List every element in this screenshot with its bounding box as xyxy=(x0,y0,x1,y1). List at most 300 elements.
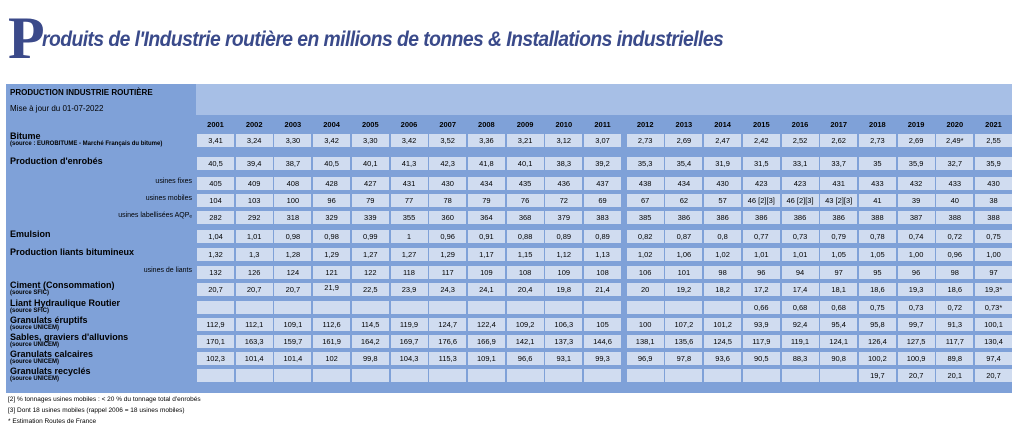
table-cell: 99,3 xyxy=(584,352,621,365)
table-cell: 1,01 xyxy=(743,248,780,261)
table-cell: 20,7 xyxy=(197,283,234,296)
table-cell: 1,17 xyxy=(468,248,505,261)
table-cell: 62 xyxy=(665,194,702,207)
table-cell: 109 xyxy=(468,266,505,279)
table-cell xyxy=(274,301,311,314)
table-cell xyxy=(627,369,664,382)
table-cell: 122,4 xyxy=(468,318,505,331)
table-cell: 24,3 xyxy=(429,283,466,296)
table-cell: 0,98 xyxy=(313,230,350,243)
table-cell: 20,4 xyxy=(507,283,544,296)
table-cell: 170,1 xyxy=(197,335,234,348)
table-cell: 1,13 xyxy=(584,248,621,261)
table-cell: 35,3 xyxy=(627,157,664,170)
year-header: 2017 xyxy=(830,120,848,129)
table-cell: 97,4 xyxy=(975,352,1012,365)
table-cell: 20,7 xyxy=(236,283,273,296)
year-header: 2018 xyxy=(869,120,886,129)
table-cell: 3,30 xyxy=(352,134,389,147)
table-cell: 19,8 xyxy=(545,283,582,296)
table-cell: 18,1 xyxy=(820,283,857,296)
row-label xyxy=(10,229,51,239)
table-cell: 436 xyxy=(545,177,582,190)
row-label xyxy=(66,195,192,202)
table-cell: 31,5 xyxy=(743,157,780,170)
table-cell: 38 xyxy=(975,194,1012,207)
table-cell: 3,42 xyxy=(391,134,428,147)
year-header: 2001 xyxy=(207,120,224,129)
table-cell xyxy=(352,369,389,382)
table-cell: 0,87 xyxy=(665,230,702,243)
year-header: 2012 xyxy=(636,120,654,129)
table-cell: 1,00 xyxy=(975,248,1012,261)
table-cell xyxy=(782,369,819,382)
table-cell: 438 xyxy=(627,177,664,190)
row-label xyxy=(66,267,192,274)
table-cell: 103 xyxy=(236,194,273,207)
table-cell: 126 xyxy=(236,266,273,279)
table-cell: 124 xyxy=(274,266,311,279)
table-cell: 0,96 xyxy=(429,230,466,243)
table-cell: 0,75 xyxy=(859,301,896,314)
table-cell: 0,68 xyxy=(820,301,857,314)
table-cell: 166,9 xyxy=(468,335,505,348)
table-cell xyxy=(743,369,780,382)
table-cell: 379 xyxy=(545,211,582,224)
title-text: roduits de l'Industrie routière en millions de tonnes & Installations industrielles xyxy=(42,28,724,51)
table-cell: 2,47 xyxy=(704,134,741,147)
table-cell: 144,6 xyxy=(584,335,621,348)
table-cell: 41,8 xyxy=(468,157,505,170)
table-cell: 0,75 xyxy=(975,230,1012,243)
table-cell: 124,7 xyxy=(429,318,466,331)
table-cell: 104 xyxy=(197,194,234,207)
table-cell xyxy=(665,369,702,382)
table-cell: 104,3 xyxy=(391,352,428,365)
row-label-text: Granulats recyclés xyxy=(10,366,91,376)
table-cell: 292 xyxy=(236,211,273,224)
table-cell: 106 xyxy=(627,266,664,279)
table-cell: 46 [2][3] xyxy=(782,194,819,207)
table-cell: 1 xyxy=(391,230,428,243)
table-cell: 434 xyxy=(468,177,505,190)
table-cell: 96,6 xyxy=(507,352,544,365)
table-cell: 408 xyxy=(274,177,311,190)
table-cell: 98 xyxy=(704,266,741,279)
table-cell: 115,3 xyxy=(429,352,466,365)
table-cell: 428 xyxy=(313,177,350,190)
table-cell xyxy=(545,369,582,382)
table-cell: 2,69 xyxy=(898,134,935,147)
table-cell xyxy=(820,369,857,382)
table-cell: 121 xyxy=(313,266,350,279)
year-header: 2009 xyxy=(516,120,534,129)
table-cell: 20,7 xyxy=(975,369,1012,382)
table-cell: 57 xyxy=(704,194,741,207)
row-label-text: Sables, graviers d'alluvions xyxy=(10,332,129,342)
year-header: 2020 xyxy=(946,120,964,129)
table-cell xyxy=(197,369,234,382)
footnotes xyxy=(8,394,201,427)
table-cell: 387 xyxy=(898,211,935,224)
table-cell: 386 xyxy=(665,211,702,224)
table-cell: 282 xyxy=(197,211,234,224)
table-cell: 318 xyxy=(274,211,311,224)
table-cell: 132 xyxy=(197,266,234,279)
table-cell: 100 xyxy=(274,194,311,207)
page-title xyxy=(6,5,1016,71)
table-cell: 101,4 xyxy=(236,352,273,365)
table-cell xyxy=(429,369,466,382)
row-label-text: usines fixes xyxy=(155,178,192,185)
table-cell: 386 xyxy=(782,211,819,224)
table-cell: 32,7 xyxy=(936,157,973,170)
table-cell: 17,4 xyxy=(782,283,819,296)
table-cell: 383 xyxy=(584,211,621,224)
table-cell: 93,6 xyxy=(704,352,741,365)
table-cell: 0,79 xyxy=(820,230,857,243)
table-cell: 114,5 xyxy=(352,318,389,331)
table-cell xyxy=(391,369,428,382)
table-cell: 2,52 xyxy=(782,134,819,147)
table-cell: 72 xyxy=(545,194,582,207)
table-cell: 112,9 xyxy=(197,318,234,331)
row-label xyxy=(10,280,115,297)
year-header: 2003 xyxy=(284,120,302,129)
table-cell: 67 xyxy=(627,194,664,207)
table-cell: 0,74 xyxy=(898,230,935,243)
row-label xyxy=(10,247,134,257)
table-cell xyxy=(197,301,234,314)
table-cell: 22,5 xyxy=(352,283,389,296)
table-cell: 433 xyxy=(859,177,896,190)
table-cell xyxy=(274,369,311,382)
table-cell: 0,78 xyxy=(859,230,896,243)
table-cell: 0,72 xyxy=(936,301,973,314)
table-cell: 40 xyxy=(936,194,973,207)
row-label xyxy=(66,212,192,219)
year-header: 2006 xyxy=(400,120,418,129)
table-cell: 1,01 xyxy=(782,248,819,261)
table-cell: 0,73* xyxy=(975,301,1012,314)
row-label xyxy=(10,366,91,383)
row-label-text: Emulsion xyxy=(10,229,51,239)
table-cell: 2,62 xyxy=(820,134,857,147)
table-cell: 96 xyxy=(898,266,935,279)
table-cell: 0,8 xyxy=(704,230,741,243)
table-cell: 33,7 xyxy=(820,157,857,170)
table-cell: 33,1 xyxy=(782,157,819,170)
table-cell: 124,1 xyxy=(820,335,857,348)
table-cell: 88,3 xyxy=(782,352,819,365)
table-cell: 101,4 xyxy=(274,352,311,365)
table-cell: 176,6 xyxy=(429,335,466,348)
table-cell: 31,9 xyxy=(704,157,741,170)
table-cell: 42,3 xyxy=(429,157,466,170)
table-cell: 109,1 xyxy=(468,352,505,365)
table-cell: 2,49* xyxy=(936,134,973,147)
year-header: 2004 xyxy=(323,120,340,129)
table-cell: 130,4 xyxy=(975,335,1012,348)
table-header-band xyxy=(196,84,1012,115)
table-cell: 109 xyxy=(545,266,582,279)
footnote-3: [3] Dont 18 usines mobiles (rappel 2006 = 18 usines mobiles) xyxy=(8,407,185,414)
table-cell: 0,98 xyxy=(274,230,311,243)
table-cell: 119,9 xyxy=(391,318,428,331)
table-cell: 126,4 xyxy=(859,335,896,348)
table-cell: 138,1 xyxy=(627,335,664,348)
table-cell xyxy=(468,369,505,382)
table-cell: 3,42 xyxy=(313,134,350,147)
table-cell: 93,9 xyxy=(743,318,780,331)
table-cell: 2,55 xyxy=(975,134,1012,147)
table-cell: 1,02 xyxy=(627,248,664,261)
table-cell: 19,7 xyxy=(859,369,896,382)
table-cell: 18,6 xyxy=(859,283,896,296)
table-cell: 18,2 xyxy=(704,283,741,296)
table-cell: 77 xyxy=(391,194,428,207)
table-cell: 368 xyxy=(507,211,544,224)
table-cell: 405 xyxy=(197,177,234,190)
table-cell: 19,3 xyxy=(898,283,935,296)
table-cell: 35,9 xyxy=(975,157,1012,170)
table-cell: 409 xyxy=(236,177,273,190)
table-cell: 360 xyxy=(429,211,466,224)
table-cell: 20,1 xyxy=(936,369,973,382)
table-cell: 109,2 xyxy=(507,318,544,331)
table-cell: 21,9 xyxy=(313,283,350,296)
table-cell: 339 xyxy=(352,211,389,224)
row-label-text: Ciment (Consommation) xyxy=(10,280,115,290)
table-cell: 40,5 xyxy=(197,157,234,170)
table-cell: 90,5 xyxy=(743,352,780,365)
table-cell: 20,7 xyxy=(898,369,935,382)
table-cell: 100,1 xyxy=(975,318,1012,331)
row-label xyxy=(66,178,192,185)
table-cell: 1,15 xyxy=(507,248,544,261)
table-cell: 39 xyxy=(898,194,935,207)
table-cell: 163,3 xyxy=(236,335,273,348)
table-cell: 41,3 xyxy=(391,157,428,170)
table-cell: 79 xyxy=(468,194,505,207)
table-cell: 93,1 xyxy=(545,352,582,365)
table-cell: 98 xyxy=(936,266,973,279)
table-cell: 1,28 xyxy=(274,248,311,261)
table-cell: 20,7 xyxy=(274,283,311,296)
table-cell: 18,6 xyxy=(936,283,973,296)
table-cell: 96,9 xyxy=(627,352,664,365)
table-cell: 69 xyxy=(584,194,621,207)
row-label-text: Granulats calcaires xyxy=(10,349,94,359)
row-source: (source UNICEM) xyxy=(10,342,60,348)
table-cell: 434 xyxy=(665,177,702,190)
year-header: 2007 xyxy=(439,120,457,129)
table-cell: 0,89 xyxy=(584,230,621,243)
table-cell: 19,3* xyxy=(975,283,1012,296)
table-cell: 90,8 xyxy=(820,352,857,365)
table-cell: 3,12 xyxy=(545,134,582,147)
table-cell: 112,1 xyxy=(236,318,273,331)
table-cell: 117,9 xyxy=(743,335,780,348)
table-cell: 102 xyxy=(313,352,350,365)
table-cell: 386 xyxy=(704,211,741,224)
table-cell: 23,9 xyxy=(391,283,428,296)
table-cell: 38,3 xyxy=(545,157,582,170)
table-cell: 0,66 xyxy=(743,301,780,314)
row-label xyxy=(10,131,162,148)
table-cell: 35,4 xyxy=(665,157,702,170)
table-cell: 97 xyxy=(820,266,857,279)
table-cell xyxy=(507,301,544,314)
table-cell xyxy=(627,301,664,314)
table-cell: 20 xyxy=(627,283,664,296)
table-cell: 159,7 xyxy=(274,335,311,348)
table-cell: 1,27 xyxy=(352,248,389,261)
table-cell: 3,41 xyxy=(197,134,234,147)
table-cell: 35 xyxy=(859,157,896,170)
table-cell: 2,42 xyxy=(743,134,780,147)
table-cell: 0,88 xyxy=(507,230,544,243)
year-header: 2021 xyxy=(985,120,1002,129)
row-label xyxy=(10,156,103,166)
table-cell xyxy=(665,301,702,314)
table-cell: 0,82 xyxy=(627,230,664,243)
footnote-2: [2] % tonnages usines mobiles : < 20 % du tonnage total d'enrobés xyxy=(8,396,201,403)
table-cell: 91,3 xyxy=(936,318,973,331)
table-heading: PRODUCTION INDUSTRIE ROUTIÈRE xyxy=(10,88,153,97)
table-cell: 364 xyxy=(468,211,505,224)
table-cell xyxy=(704,369,741,382)
table-cell: 108 xyxy=(584,266,621,279)
table-cell: 1,00 xyxy=(898,248,935,261)
table-cell xyxy=(545,301,582,314)
table-cell: 427 xyxy=(352,177,389,190)
table-cell: 38,7 xyxy=(274,157,311,170)
table-cell: 96 xyxy=(743,266,780,279)
table-cell: 101,2 xyxy=(704,318,741,331)
row-label-text: usines labellisées AQPₑ xyxy=(118,212,192,219)
table-cell xyxy=(236,301,273,314)
table-cell: 40,1 xyxy=(507,157,544,170)
table-cell: 0,72 xyxy=(936,230,973,243)
table-cell: 2,73 xyxy=(859,134,896,147)
table-cell: 423 xyxy=(743,177,780,190)
table-cell: 0,89 xyxy=(545,230,582,243)
table-cell: 431 xyxy=(820,177,857,190)
table-cell: 127,5 xyxy=(898,335,935,348)
table-cell: 106,3 xyxy=(545,318,582,331)
table-cell: 430 xyxy=(975,177,1012,190)
table-cell: 21,4 xyxy=(584,283,621,296)
table-cell: 2,69 xyxy=(665,134,702,147)
row-source: (source : EUROBITUME - Marché Français du bitume) xyxy=(10,141,163,147)
table-cell: 89,8 xyxy=(936,352,973,365)
table-cell: 433 xyxy=(936,177,973,190)
table-cell: 0,73 xyxy=(782,230,819,243)
table-cell: 3,07 xyxy=(584,134,621,147)
table-cell xyxy=(704,301,741,314)
row-source: (source UNICEM) xyxy=(10,359,60,365)
table-cell: 100,2 xyxy=(859,352,896,365)
table-cell: 79 xyxy=(352,194,389,207)
table-cell: 24,1 xyxy=(468,283,505,296)
table-cell xyxy=(352,301,389,314)
table-cell: 40,1 xyxy=(352,157,389,170)
table-cell: 3,36 xyxy=(468,134,505,147)
table-cell: 355 xyxy=(391,211,428,224)
table-cell: 102,3 xyxy=(197,352,234,365)
table-cell: 1,05 xyxy=(820,248,857,261)
production-table xyxy=(6,84,1012,393)
table-cell: 40,5 xyxy=(313,157,350,170)
table-cell: 108 xyxy=(507,266,544,279)
row-source: (source UNICEM) xyxy=(10,325,60,331)
table-cell: 435 xyxy=(507,177,544,190)
table-cell: 95 xyxy=(859,266,896,279)
table-cell xyxy=(584,301,621,314)
table-cell: 1,01 xyxy=(236,230,273,243)
row-label-text: usines de liants xyxy=(143,267,192,274)
table-cell: 1,05 xyxy=(859,248,896,261)
year-header: 2016 xyxy=(791,120,809,129)
table-cell: 78 xyxy=(429,194,466,207)
row-label-text: usines mobiles xyxy=(145,195,192,202)
table-cell: 431 xyxy=(391,177,428,190)
table-cell: 0,99 xyxy=(352,230,389,243)
row-label xyxy=(10,332,128,349)
row-label-text: Liant Hydraulique Routier xyxy=(10,298,121,308)
table-cell: 1,12 xyxy=(545,248,582,261)
table-cell xyxy=(313,369,350,382)
row-source: (source UNICEM) xyxy=(10,376,60,382)
year-header: 2011 xyxy=(594,120,611,129)
table-cell xyxy=(468,301,505,314)
table-cell: 0,68 xyxy=(782,301,819,314)
year-header: 2019 xyxy=(907,120,925,129)
table-cell: 1,04 xyxy=(197,230,234,243)
row-label xyxy=(10,349,93,366)
table-cell: 388 xyxy=(975,211,1012,224)
table-cell: 0,73 xyxy=(898,301,935,314)
year-header: 2008 xyxy=(478,120,495,129)
table-cell: 0,91 xyxy=(468,230,505,243)
table-cell: 46 [2][3] xyxy=(743,194,780,207)
table-cell: 95,4 xyxy=(820,318,857,331)
row-label-text: Bitume xyxy=(10,131,41,141)
update-date: Mise à jour du 01-07-2022 xyxy=(10,104,104,113)
row-label-text: Production liants bitumineux xyxy=(10,247,135,257)
table-cell: 96 xyxy=(313,194,350,207)
table-cell: 95,8 xyxy=(859,318,896,331)
table-cell: 39,4 xyxy=(236,157,273,170)
table-cell: 1,02 xyxy=(704,248,741,261)
table-cell: 124,5 xyxy=(704,335,741,348)
table-cell: 109,1 xyxy=(274,318,311,331)
table-cell: 161,9 xyxy=(313,335,350,348)
row-label xyxy=(10,315,88,332)
table-cell: 137,3 xyxy=(545,335,582,348)
table-cell: 386 xyxy=(743,211,780,224)
table-cell: 17,2 xyxy=(743,283,780,296)
table-cell: 100 xyxy=(627,318,664,331)
table-cell: 3,30 xyxy=(274,134,311,147)
row-label xyxy=(10,298,120,315)
table-cell: 3,21 xyxy=(507,134,544,147)
table-cell: 101 xyxy=(665,266,702,279)
table-cell: 135,6 xyxy=(665,335,702,348)
table-cell: 99,8 xyxy=(352,352,389,365)
table-cell: 117 xyxy=(429,266,466,279)
